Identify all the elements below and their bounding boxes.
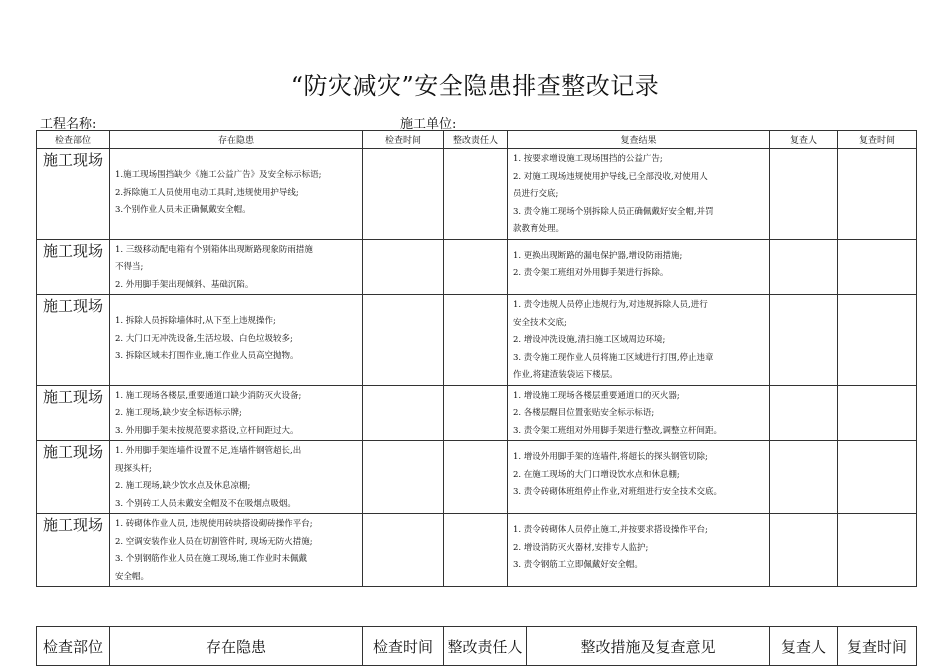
hazard-line: 2. 大门口无冲洗设备,生活垃圾、白色垃圾较多; bbox=[115, 333, 293, 344]
hazard-line: 3. 个别砖工人员未戴安全帽及不在吸烟点吸烟。 bbox=[115, 498, 296, 509]
row-hazards bbox=[110, 295, 363, 386]
page-title: “防灾减灾”安全隐患排查整改记录 bbox=[290, 72, 660, 100]
row-responsible bbox=[444, 295, 508, 386]
row-review-result bbox=[508, 514, 770, 587]
hazard-line: 3. 个别钢筋作业人员在施工现场,施工作业时未佩戴 bbox=[115, 554, 308, 564]
footer-header-responsible: 整改责任人 bbox=[444, 627, 527, 666]
row-hazards bbox=[110, 385, 363, 441]
footer-header-check-time: 检查时间 bbox=[363, 627, 444, 666]
hazard-line: 2. 外用脚手架出现倾斜、基础沉陷。 bbox=[115, 279, 254, 290]
row-check-time bbox=[363, 295, 444, 386]
row-responsible bbox=[444, 239, 508, 295]
hazard-line: 2. 施工现场,缺少安全标语标示牌; bbox=[115, 408, 242, 418]
row-location: 施工现场 bbox=[37, 295, 110, 386]
hazard-line: 1. 砖砌体作业人员, 违规使用砖块搭设砌砖操作平台; bbox=[115, 519, 313, 529]
row-location: 施工现场 bbox=[37, 514, 110, 587]
table-row bbox=[37, 514, 917, 587]
result-line: 2. 增设消防灭火器材,安排专人监护; bbox=[513, 542, 649, 553]
col-header-reviewer: 复查人 bbox=[770, 131, 838, 149]
result-line: 员进行交底; bbox=[513, 189, 559, 199]
result-line: 款教育处理。 bbox=[513, 224, 565, 234]
col-header-hazards: 存在隐患 bbox=[110, 131, 363, 149]
result-line: 作业,将建渣装袋运下楼层。 bbox=[513, 370, 618, 380]
row-responsible bbox=[444, 514, 508, 587]
inspection-table bbox=[36, 130, 917, 587]
hazard-line: 1. 施工现场各楼层,重要通道口缺少消防灭火设备; bbox=[115, 390, 302, 401]
result-line: 3. 责令砖砌体班组停止作业,对班组进行安全技术交底。 bbox=[513, 487, 723, 497]
col-header-review-time: 复查时间 bbox=[838, 131, 917, 149]
row-hazards bbox=[110, 239, 363, 295]
hazard-line: 不得当; bbox=[115, 262, 144, 272]
row-check-time bbox=[363, 385, 444, 441]
result-line: 3. 责令架工班组对外用脚手架进行整改,调整立杆间距。 bbox=[513, 425, 723, 436]
row-reviewer bbox=[770, 514, 838, 587]
footer-header-measures: 整改措施及复查意见 bbox=[527, 627, 770, 666]
row-review-result bbox=[508, 239, 770, 295]
row-reviewer bbox=[770, 441, 838, 514]
row-location: 施工现场 bbox=[37, 239, 110, 295]
row-check-time bbox=[363, 239, 444, 295]
result-line: 2. 各楼层醒目位置张贴安全标示标语; bbox=[513, 408, 655, 418]
col-header-check-time: 检查时间 bbox=[363, 131, 444, 149]
result-line: 1. 增设外用脚手架的连墙件,将超长的探头钢管切除; bbox=[513, 452, 708, 462]
result-line: 3. 责令施工现作业人员将施工区域进行打围,停止违章 bbox=[513, 352, 714, 363]
hazard-line: 1. 拆除人员拆除墙体时,从下至上违规操作; bbox=[115, 316, 276, 326]
table-row bbox=[37, 295, 917, 386]
row-check-time bbox=[363, 441, 444, 514]
table-row bbox=[37, 239, 917, 295]
row-review-time bbox=[838, 385, 917, 441]
table-row bbox=[37, 149, 917, 240]
table-row bbox=[37, 441, 917, 514]
footer-header-location: 检查部位 bbox=[37, 627, 110, 666]
row-review-result bbox=[508, 149, 770, 240]
row-review-result bbox=[508, 385, 770, 441]
row-location: 施工现场 bbox=[37, 385, 110, 441]
footer-header-row bbox=[37, 627, 917, 666]
result-line: 2. 在施工现场的大门口增设饮水点和休息棚; bbox=[513, 469, 680, 480]
result-line: 2. 增设冲洗设施,清扫施工区域周边环境; bbox=[513, 335, 666, 345]
row-hazards bbox=[110, 441, 363, 514]
row-location: 施工现场 bbox=[37, 441, 110, 514]
row-check-time bbox=[363, 149, 444, 240]
table-row bbox=[37, 385, 917, 441]
row-review-time bbox=[838, 441, 917, 514]
row-review-result bbox=[508, 441, 770, 514]
construction-unit-label: 施工单位: bbox=[400, 117, 457, 132]
footer-header-review-time: 复查时间 bbox=[838, 627, 917, 666]
row-reviewer bbox=[770, 149, 838, 240]
result-line: 1. 按要求增设施工现场围挡的公益广告; bbox=[513, 154, 663, 164]
row-review-time bbox=[838, 295, 917, 386]
row-reviewer bbox=[770, 239, 838, 295]
row-check-time bbox=[363, 514, 444, 587]
hazard-line: 2. 空调安装作业人员在切割管件时, 现场无防火措施; bbox=[115, 536, 313, 547]
footer-header-hazards: 存在隐患 bbox=[110, 627, 363, 666]
result-line: 1. 责令违规人员停止违规行为,对违规拆除人员,进行 bbox=[513, 300, 708, 310]
row-review-time bbox=[838, 149, 917, 240]
row-review-time bbox=[838, 239, 917, 295]
result-line: 1. 责令砖砌体人员停止施工,并按要求搭设操作平台; bbox=[513, 525, 708, 535]
row-responsible bbox=[444, 385, 508, 441]
hazard-line: 1. 外用脚手架连墙件设置不足,连墙件钢管超长,出 bbox=[115, 446, 302, 456]
row-responsible bbox=[444, 149, 508, 240]
hazard-line: 现探头杆; bbox=[115, 463, 152, 474]
footer-header-reviewer: 复查人 bbox=[770, 627, 838, 666]
col-header-review-result: 复查结果 bbox=[508, 131, 770, 149]
row-hazards bbox=[110, 149, 363, 240]
result-line: 1. 增设施工现场各楼层重要通道口的灭火器; bbox=[513, 390, 680, 401]
col-header-location: 检查部位 bbox=[37, 131, 110, 149]
row-hazards bbox=[110, 514, 363, 587]
result-line: 3. 责令钢筋工立即佩戴好安全帽。 bbox=[513, 560, 643, 570]
result-line: 安全技术交底; bbox=[513, 317, 567, 328]
hazard-line: 安全帽。 bbox=[115, 571, 150, 582]
result-line: 2. 对施工现场违规使用护导线,已全部没收,对使用人 bbox=[513, 171, 708, 182]
result-line: 2. 责令架工班组对外用脚手架进行拆除。 bbox=[513, 268, 669, 278]
hazard-line: 3. 外用脚手架未按规范要求搭设,立杆间距过大。 bbox=[115, 425, 299, 436]
row-reviewer bbox=[770, 385, 838, 441]
hazard-line: 1.施工现场围挡缺少《施工公益广告》及安全标示标语; bbox=[115, 170, 322, 180]
col-header-responsible: 整改责任人 bbox=[444, 131, 508, 149]
project-name-label: 工程名称: bbox=[40, 117, 97, 132]
hazard-line: 1. 三级移动配电箱有个别箱体出现断路现象防雨措施 bbox=[115, 244, 313, 255]
row-reviewer bbox=[770, 295, 838, 386]
hazard-line: 2.拆除施工人员使用电动工具时,违规使用护导线; bbox=[115, 187, 299, 198]
hazard-line: 2. 施工现场,缺少饮水点及休息凉棚; bbox=[115, 481, 251, 491]
row-review-time bbox=[838, 514, 917, 587]
row-location: 施工现场 bbox=[37, 149, 110, 240]
result-line: 1. 更换出现断路的漏电保护器,增设防雨措施; bbox=[513, 250, 683, 261]
result-line: 3. 责令施工现场个别拆除人员正确佩戴好安全帽,并罚 bbox=[513, 206, 714, 217]
table-header-row bbox=[37, 131, 917, 149]
hazard-line: 3. 拆除区域未打围作业,施工作业人员高空抛物。 bbox=[115, 351, 299, 361]
hazard-line: 3.个别作业人员未正确佩戴安全帽。 bbox=[115, 205, 251, 215]
row-responsible bbox=[444, 441, 508, 514]
next-page-header-table bbox=[36, 626, 917, 666]
row-review-result bbox=[508, 295, 770, 386]
